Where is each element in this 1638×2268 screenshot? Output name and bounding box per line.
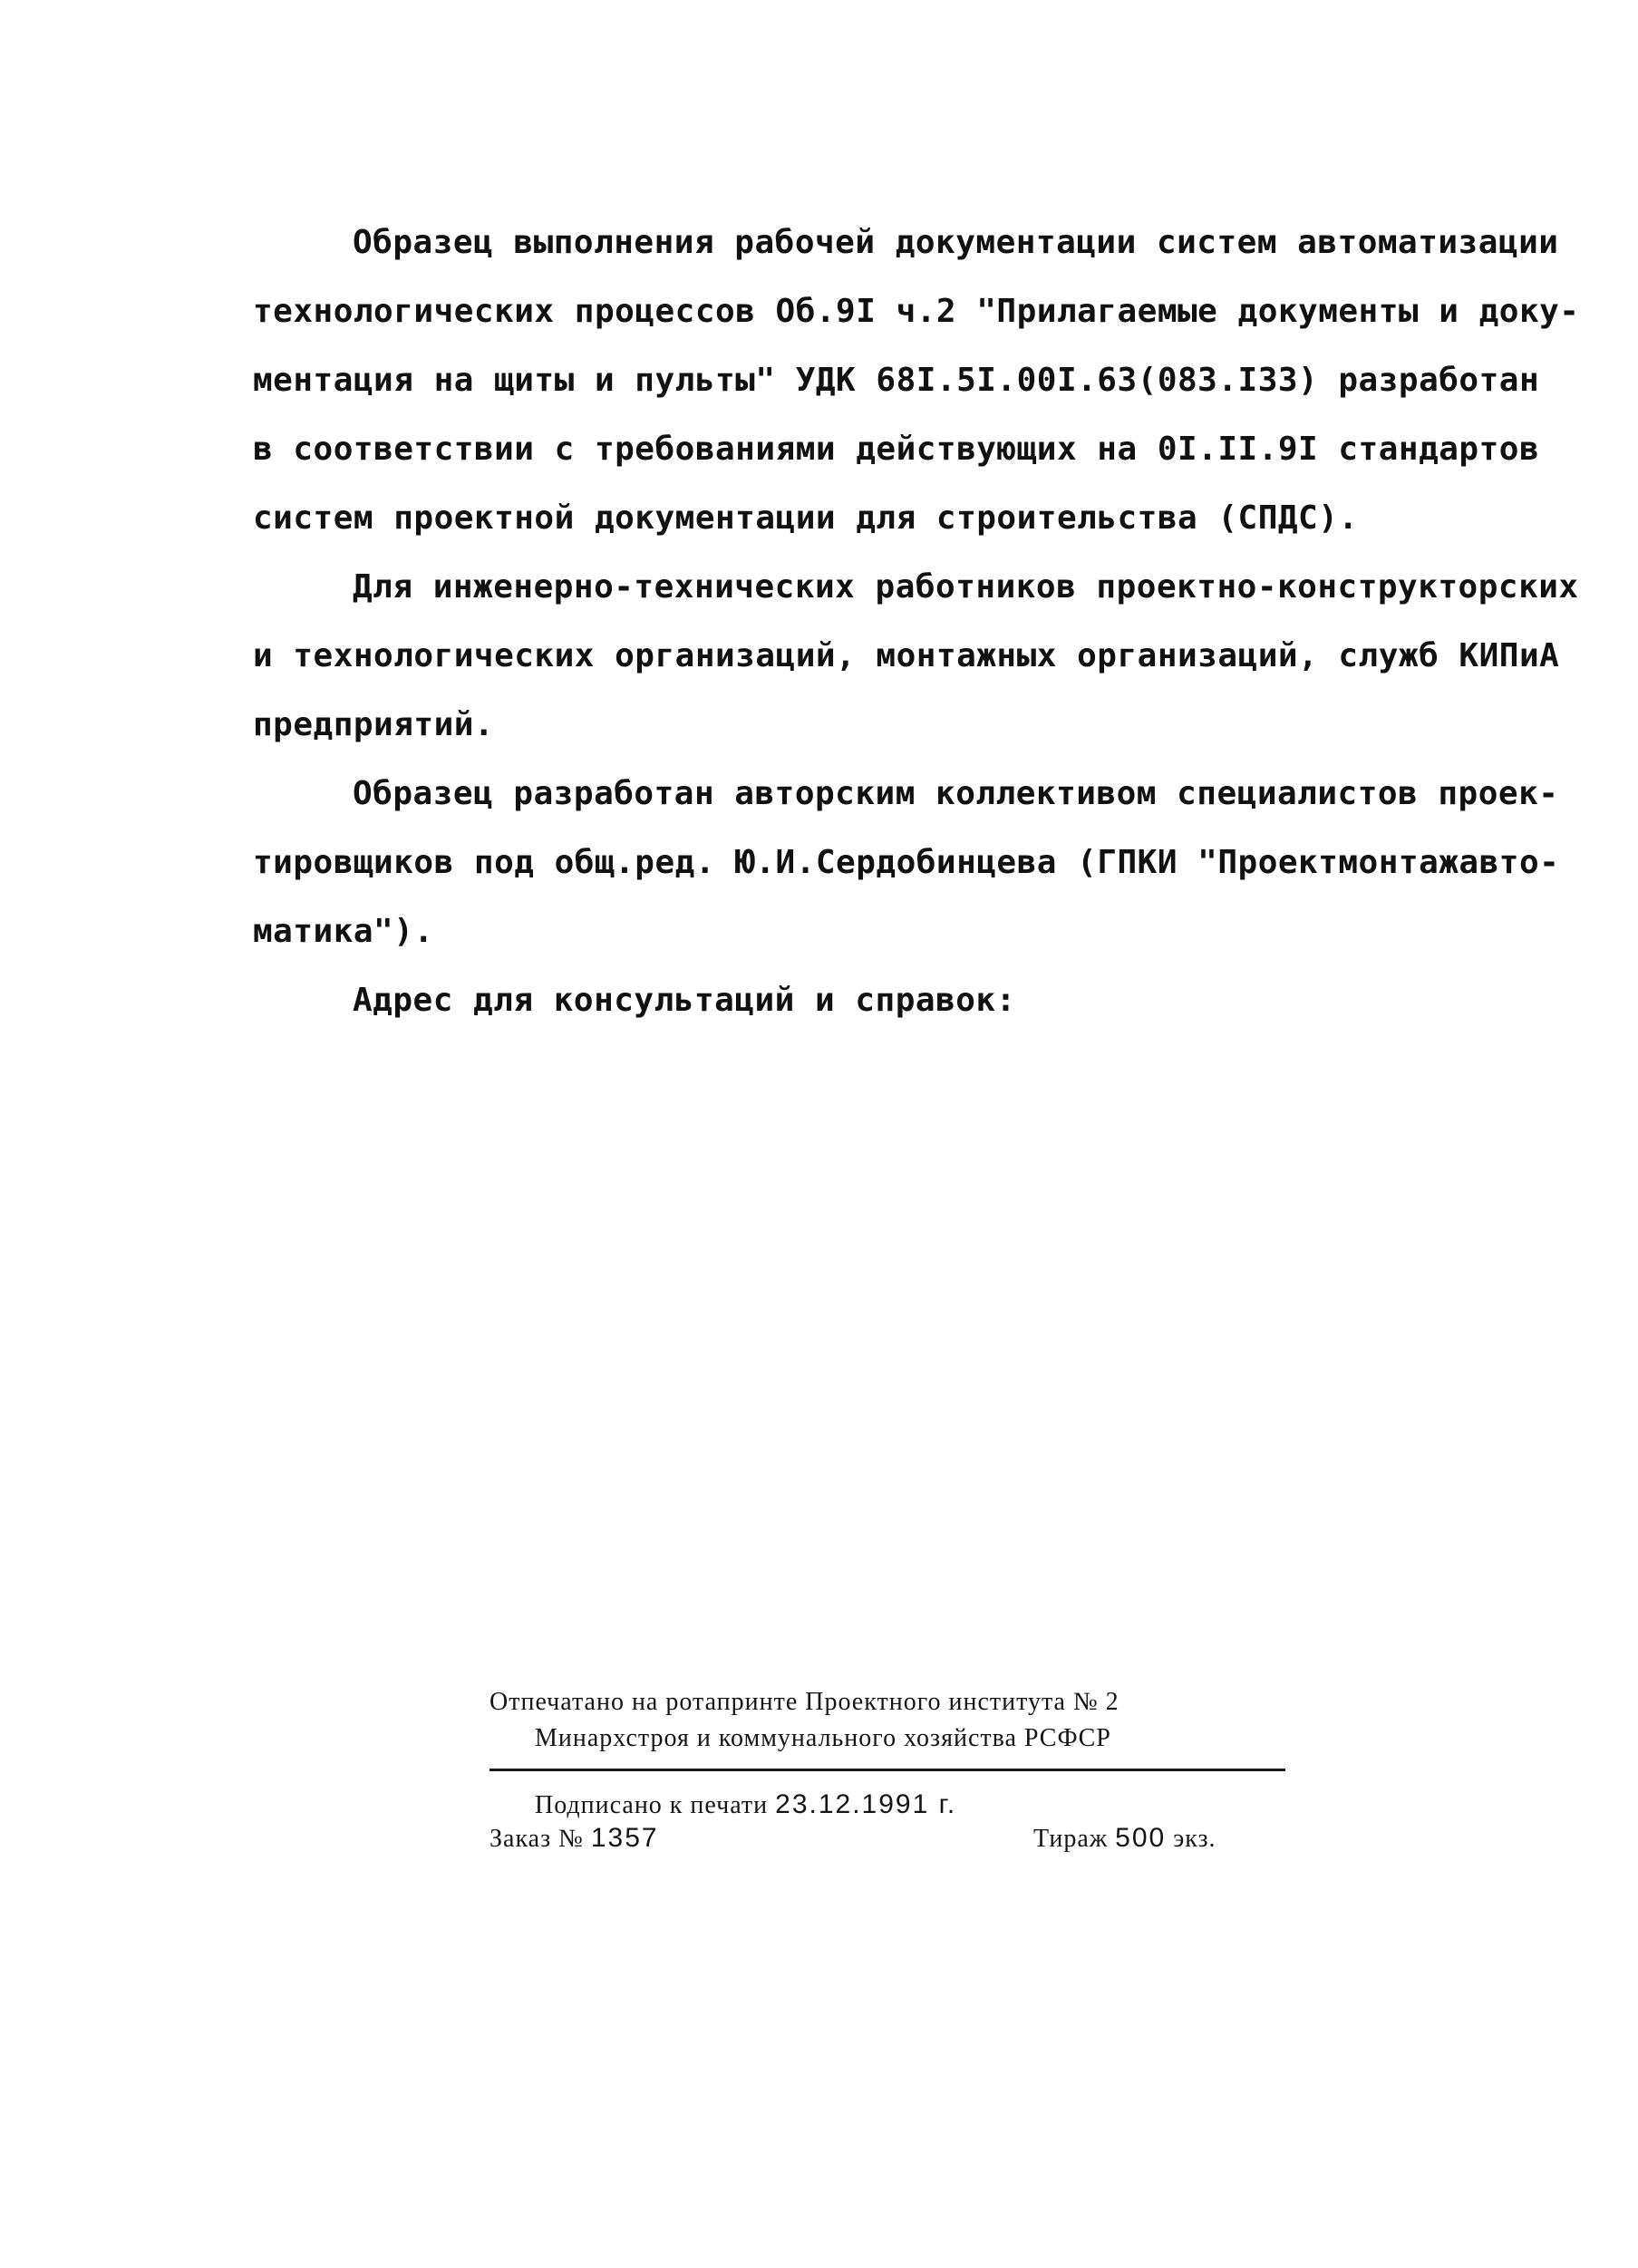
body-text-line: Образец выполнения рабочей документации систем автоматизации <box>353 224 1559 261</box>
body-text-line: матика"). <box>253 913 434 950</box>
imprint-order <box>489 1823 659 1854</box>
body-text-line: в соответствии с требованиями действующих на 0I.II.9I стандартов <box>253 431 1540 468</box>
body-text-line: предприятий. <box>253 706 495 743</box>
imprint-printed-line: Минархстроя и коммунального хозяйства РСФСР <box>535 1724 1111 1752</box>
body-text-line: ментация на щиты и пульты" УДК 68I.5I.00I.63(083.I33) разработан <box>253 362 1540 399</box>
order-number: 1357 <box>590 1823 659 1853</box>
body-text-line: и технологических организаций, монтажных организаций, служб КИПиА <box>253 637 1560 674</box>
body-text-line: Для инженерно-технических работников проектно-конструкторских <box>353 568 1579 606</box>
imprint-signed <box>535 1789 956 1820</box>
body-text-line: технологических процессов Об.9I ч.2 "Прилагаемые документы и доку- <box>253 293 1580 330</box>
signed-label: Подписано к печати <box>535 1791 769 1819</box>
imprint-run <box>1033 1823 1216 1854</box>
body-text-line: систем проектной документации для строительства (СПДС). <box>253 499 1359 537</box>
run-label: Тираж <box>1033 1825 1109 1853</box>
order-label: Заказ № <box>489 1825 584 1853</box>
signed-date: 23.12.1991 г. <box>775 1789 957 1819</box>
body-text-line: Образец разработан авторским коллективом специалистов проек- <box>353 775 1559 812</box>
body-text-line: тировщиков под общ.ред. Ю.И.Сердобинцева (ГПКИ "Проектмонтажавто- <box>253 844 1560 881</box>
run-unit: экз. <box>1173 1825 1216 1853</box>
imprint-printed-line: Отпечатано на ротапринте Проектного института № 2 <box>489 1688 1119 1716</box>
run-number: 500 <box>1115 1823 1167 1853</box>
imprint-divider <box>489 1769 1285 1771</box>
body-text-line: Адрес для консультаций и справок: <box>353 982 1016 1019</box>
